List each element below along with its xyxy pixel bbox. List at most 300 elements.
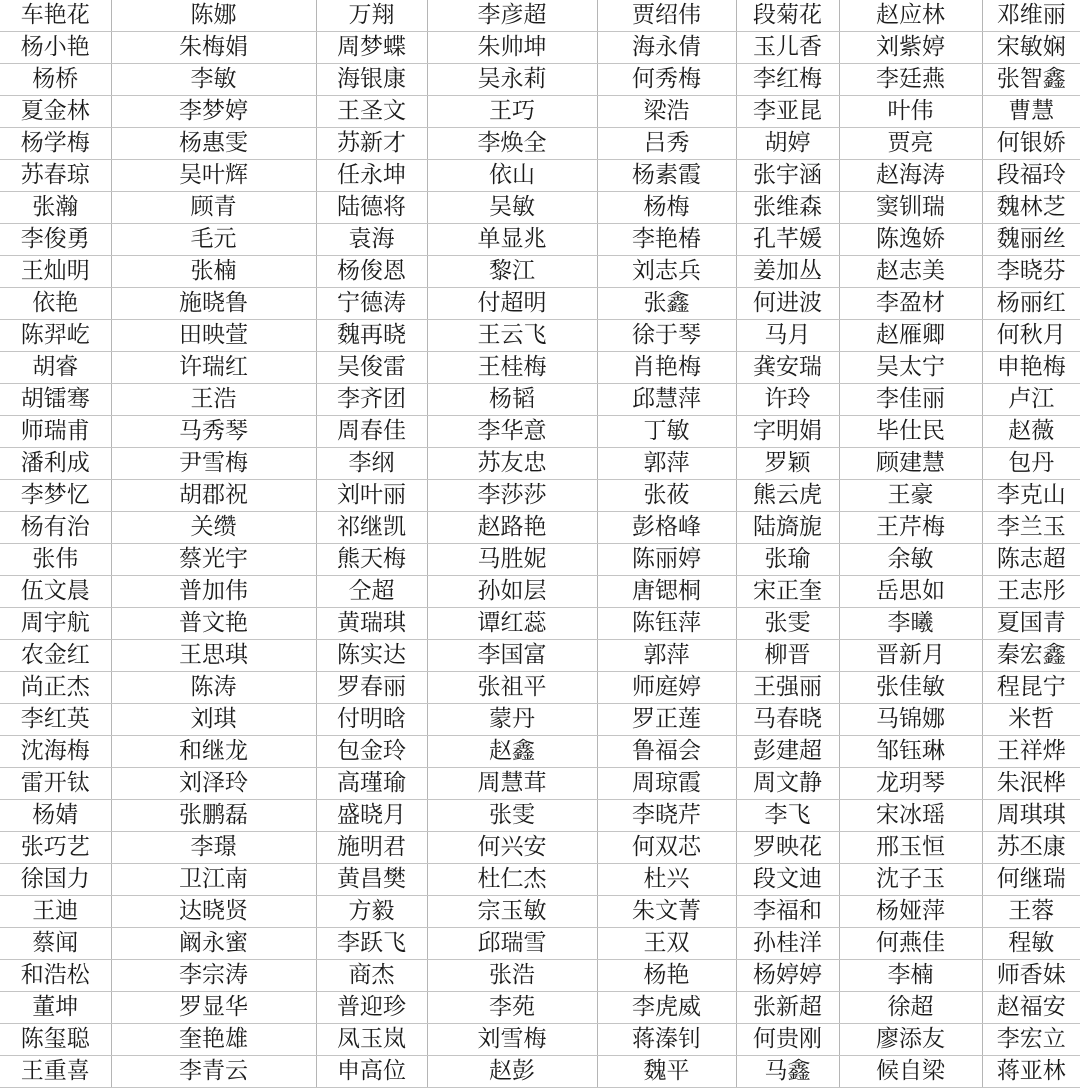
name-cell: 车艳花 [0, 0, 111, 32]
name-cell: 王云飞 [427, 320, 597, 352]
name-cell: 李红梅 [736, 64, 839, 96]
name-cell: 杜兴 [597, 864, 736, 896]
name-cell: 贾亮 [839, 128, 982, 160]
name-cell: 窦钏瑞 [839, 192, 982, 224]
name-cell: 刘志兵 [597, 256, 736, 288]
name-cell: 周琪琪 [982, 800, 1080, 832]
name-cell: 王双 [597, 928, 736, 960]
name-cell: 邹钰琳 [839, 736, 982, 768]
name-cell: 周慧茸 [427, 768, 597, 800]
name-cell: 朱帅坤 [427, 32, 597, 64]
name-cell: 袁海 [316, 224, 427, 256]
name-cell: 施晓鲁 [111, 288, 316, 320]
name-cell: 苏丕康 [982, 832, 1080, 864]
name-cell: 李福和 [736, 896, 839, 928]
name-cell: 吴太宁 [839, 352, 982, 384]
name-cell: 吴敏 [427, 192, 597, 224]
name-cell: 李国富 [427, 640, 597, 672]
name-cell: 蒋溱钊 [597, 1024, 736, 1056]
name-cell: 张楠 [111, 256, 316, 288]
name-cell: 胡婷 [736, 128, 839, 160]
name-cell: 李梦婷 [111, 96, 316, 128]
name-cell: 申艳梅 [982, 352, 1080, 384]
name-cell: 罗映花 [736, 832, 839, 864]
name-cell: 苏春琼 [0, 160, 111, 192]
name-cell: 王巧 [427, 96, 597, 128]
name-cell: 王重喜 [0, 1056, 111, 1088]
name-cell: 魏平 [597, 1056, 736, 1088]
name-cell: 朱泯桦 [982, 768, 1080, 800]
name-cell: 沈子玉 [839, 864, 982, 896]
name-cell: 吴俊雷 [316, 352, 427, 384]
table-row [0, 448, 1080, 480]
name-cell: 龚安瑞 [736, 352, 839, 384]
name-cell: 凤玉岚 [316, 1024, 427, 1056]
name-cell: 王豪 [839, 480, 982, 512]
name-cell: 王志彤 [982, 576, 1080, 608]
name-cell: 张佳敏 [839, 672, 982, 704]
name-cell: 张伟 [0, 544, 111, 576]
name-cell: 和继龙 [111, 736, 316, 768]
name-cell: 李跃飞 [316, 928, 427, 960]
name-cell: 柳晋 [736, 640, 839, 672]
name-cell: 邱慧萍 [597, 384, 736, 416]
table-row [0, 960, 1080, 992]
name-cell: 杨韬 [427, 384, 597, 416]
name-cell: 王浩 [111, 384, 316, 416]
name-cell: 刘紫婷 [839, 32, 982, 64]
name-cell: 吴永莉 [427, 64, 597, 96]
name-cell: 吴叶辉 [111, 160, 316, 192]
name-cell: 盛晓月 [316, 800, 427, 832]
name-cell: 刘叶丽 [316, 480, 427, 512]
name-cell: 苏新才 [316, 128, 427, 160]
name-cell: 刘雪梅 [427, 1024, 597, 1056]
name-cell: 宋冰瑶 [839, 800, 982, 832]
name-cell: 陆旖旎 [736, 512, 839, 544]
name-cell: 奎艳雄 [111, 1024, 316, 1056]
name-cell: 尚正杰 [0, 672, 111, 704]
name-cell: 王强丽 [736, 672, 839, 704]
name-cell: 赵志美 [839, 256, 982, 288]
name-cell: 罗春丽 [316, 672, 427, 704]
name-cell: 夏金林 [0, 96, 111, 128]
name-cell: 何进波 [736, 288, 839, 320]
name-cell: 卫江南 [111, 864, 316, 896]
name-cell: 依山 [427, 160, 597, 192]
name-cell: 马春晓 [736, 704, 839, 736]
name-cell: 张雯 [736, 608, 839, 640]
name-cell: 彭格峰 [597, 512, 736, 544]
table-row [0, 0, 1080, 32]
name-cell: 秦宏鑫 [982, 640, 1080, 672]
name-cell: 赵应林 [839, 0, 982, 32]
table-row [0, 256, 1080, 288]
name-cell: 依艳 [0, 288, 111, 320]
name-cell: 张瀚 [0, 192, 111, 224]
name-cell: 周文静 [736, 768, 839, 800]
table-row [0, 160, 1080, 192]
name-cell: 字明娟 [736, 416, 839, 448]
name-cell: 仝超 [316, 576, 427, 608]
name-cell: 夏国青 [982, 608, 1080, 640]
name-cell: 李兰玉 [982, 512, 1080, 544]
name-cell: 徐超 [839, 992, 982, 1024]
name-cell: 单显兆 [427, 224, 597, 256]
name-cell: 顾建慧 [839, 448, 982, 480]
name-cell: 包金玲 [316, 736, 427, 768]
name-cell: 何燕佳 [839, 928, 982, 960]
name-cell: 张维森 [736, 192, 839, 224]
name-cell: 海永倩 [597, 32, 736, 64]
name-cell: 张鹏磊 [111, 800, 316, 832]
name-cell: 杨学梅 [0, 128, 111, 160]
name-cell: 师庭婷 [597, 672, 736, 704]
table-row [0, 416, 1080, 448]
name-cell: 张鑫 [597, 288, 736, 320]
name-cell: 李敏 [111, 64, 316, 96]
name-cell: 苏友忠 [427, 448, 597, 480]
name-cell: 罗显华 [111, 992, 316, 1024]
name-cell: 师瑞甫 [0, 416, 111, 448]
name-cell: 张新超 [736, 992, 839, 1024]
name-cell: 李俊勇 [0, 224, 111, 256]
name-cell: 李宗涛 [111, 960, 316, 992]
name-cell: 米哲 [982, 704, 1080, 736]
name-cell: 胡郡祝 [111, 480, 316, 512]
name-cell: 施明君 [316, 832, 427, 864]
name-cell: 何双芯 [597, 832, 736, 864]
name-cell: 方毅 [316, 896, 427, 928]
name-cell: 朱文菁 [597, 896, 736, 928]
name-cell: 唐锶桐 [597, 576, 736, 608]
name-cell: 何继瑞 [982, 864, 1080, 896]
name-cell: 岳思如 [839, 576, 982, 608]
name-cell: 周宇航 [0, 608, 111, 640]
name-cell: 付明晗 [316, 704, 427, 736]
name-cell: 胡睿 [0, 352, 111, 384]
name-cell: 杨小艳 [0, 32, 111, 64]
name-cell: 鲁福会 [597, 736, 736, 768]
name-cell: 沈海梅 [0, 736, 111, 768]
name-cell: 晋新月 [839, 640, 982, 672]
name-cell: 李纲 [316, 448, 427, 480]
name-cell: 龙玥琴 [839, 768, 982, 800]
name-cell: 张巧艺 [0, 832, 111, 864]
table-row [0, 832, 1080, 864]
table-row [0, 512, 1080, 544]
table-row [0, 576, 1080, 608]
table-row [0, 736, 1080, 768]
name-cell: 王圣文 [316, 96, 427, 128]
name-cell: 徐国力 [0, 864, 111, 896]
name-cell: 梁浩 [597, 96, 736, 128]
name-cell: 付超明 [427, 288, 597, 320]
name-cell: 李青云 [111, 1056, 316, 1088]
table-row [0, 384, 1080, 416]
table-row [0, 544, 1080, 576]
name-cell: 邱瑞雪 [427, 928, 597, 960]
name-cell: 罗正莲 [597, 704, 736, 736]
name-cell: 王迪 [0, 896, 111, 928]
name-cell: 杨桥 [0, 64, 111, 96]
name-cell: 赵海涛 [839, 160, 982, 192]
table-row [0, 352, 1080, 384]
name-cell: 李廷燕 [839, 64, 982, 96]
name-cell: 贾绍伟 [597, 0, 736, 32]
name-cell: 李晓芬 [982, 256, 1080, 288]
name-cell: 张祖平 [427, 672, 597, 704]
name-cell: 杨婷婷 [736, 960, 839, 992]
name-cell: 廖添友 [839, 1024, 982, 1056]
name-cell: 李齐团 [316, 384, 427, 416]
name-cell: 陈羿屹 [0, 320, 111, 352]
name-cell: 何贵刚 [736, 1024, 839, 1056]
name-cell: 何秀梅 [597, 64, 736, 96]
name-cell: 肖艳梅 [597, 352, 736, 384]
name-cell: 普迎珍 [316, 992, 427, 1024]
name-cell: 吕秀 [597, 128, 736, 160]
name-cell: 马锦娜 [839, 704, 982, 736]
name-cell: 曹慧 [982, 96, 1080, 128]
name-cell: 普文艳 [111, 608, 316, 640]
name-cell: 杨艳 [597, 960, 736, 992]
name-cell: 阚永蜜 [111, 928, 316, 960]
name-cell: 李艳椿 [597, 224, 736, 256]
name-cell: 赵鑫 [427, 736, 597, 768]
name-cell: 何秋月 [982, 320, 1080, 352]
table-row [0, 928, 1080, 960]
table-row [0, 896, 1080, 928]
table-row [0, 128, 1080, 160]
table-row [0, 672, 1080, 704]
table-row [0, 192, 1080, 224]
name-cell: 李彦超 [427, 0, 597, 32]
name-cell: 陈丽婷 [597, 544, 736, 576]
table-row [0, 32, 1080, 64]
name-cell: 余敏 [839, 544, 982, 576]
name-cell: 宋敏娴 [982, 32, 1080, 64]
name-cell: 杨梅 [597, 192, 736, 224]
name-cell: 熊天梅 [316, 544, 427, 576]
name-cell: 杨素霞 [597, 160, 736, 192]
name-cell: 李红英 [0, 704, 111, 736]
table-row [0, 320, 1080, 352]
name-cell: 刘泽玲 [111, 768, 316, 800]
name-cell: 许玲 [736, 384, 839, 416]
name-cell: 孙桂洋 [736, 928, 839, 960]
name-cell: 陈玺聪 [0, 1024, 111, 1056]
name-cell: 李虎威 [597, 992, 736, 1024]
name-cell: 姜加丛 [736, 256, 839, 288]
name-cell: 尹雪梅 [111, 448, 316, 480]
name-cell: 马月 [736, 320, 839, 352]
name-cell: 潘利成 [0, 448, 111, 480]
name-cell: 程昆宁 [982, 672, 1080, 704]
name-cell: 高瑾瑜 [316, 768, 427, 800]
name-cell: 陈钰萍 [597, 608, 736, 640]
name-cell: 李亚昆 [736, 96, 839, 128]
name-cell: 段文迪 [736, 864, 839, 896]
name-cell: 李飞 [736, 800, 839, 832]
name-cell: 邢玉恒 [839, 832, 982, 864]
name-cell: 李苑 [427, 992, 597, 1024]
name-cell: 陈逸娇 [839, 224, 982, 256]
name-cell: 张雯 [427, 800, 597, 832]
name-cell: 赵雁卿 [839, 320, 982, 352]
name-cell: 陈实达 [316, 640, 427, 672]
name-cell: 申高位 [316, 1056, 427, 1088]
name-cell: 王灿明 [0, 256, 111, 288]
name-cell: 许瑞红 [111, 352, 316, 384]
name-cell: 王祥烨 [982, 736, 1080, 768]
name-cell: 蔡闻 [0, 928, 111, 960]
name-cell: 田映萱 [111, 320, 316, 352]
name-cell: 彭建超 [736, 736, 839, 768]
name-cell: 何银娇 [982, 128, 1080, 160]
table-row [0, 288, 1080, 320]
name-cell: 任永坤 [316, 160, 427, 192]
name-cell: 海银康 [316, 64, 427, 96]
name-cell: 孔芊媛 [736, 224, 839, 256]
name-cell: 刘琪 [111, 704, 316, 736]
name-cell: 祁继凯 [316, 512, 427, 544]
name-cell: 蒋亚林 [982, 1056, 1080, 1088]
name-cell: 农金红 [0, 640, 111, 672]
name-cell: 达晓贤 [111, 896, 316, 928]
name-cell: 陈志超 [982, 544, 1080, 576]
name-cell: 熊云虎 [736, 480, 839, 512]
name-cell: 叶伟 [839, 96, 982, 128]
name-cell: 郭萍 [597, 640, 736, 672]
table-row [0, 640, 1080, 672]
name-cell: 郭萍 [597, 448, 736, 480]
name-cell: 丁敏 [597, 416, 736, 448]
name-cell: 张瑜 [736, 544, 839, 576]
name-cell: 赵路艳 [427, 512, 597, 544]
table-row [0, 480, 1080, 512]
name-cell: 杨婧 [0, 800, 111, 832]
name-cell: 陈涛 [111, 672, 316, 704]
name-cell: 伍文晨 [0, 576, 111, 608]
name-cell: 马鑫 [736, 1056, 839, 1088]
name-cell: 陆德将 [316, 192, 427, 224]
name-cell: 李曦 [839, 608, 982, 640]
table-row [0, 704, 1080, 736]
name-cell: 赵彭 [427, 1056, 597, 1088]
name-cell: 陈娜 [111, 0, 316, 32]
name-cell: 顾青 [111, 192, 316, 224]
name-cell: 邓维丽 [982, 0, 1080, 32]
name-cell: 李宏立 [982, 1024, 1080, 1056]
name-cell: 李克山 [982, 480, 1080, 512]
name-cell: 王蓉 [982, 896, 1080, 928]
name-cell: 关缵 [111, 512, 316, 544]
name-cell: 杨俊恩 [316, 256, 427, 288]
name-cell: 普加伟 [111, 576, 316, 608]
name-cell: 张智鑫 [982, 64, 1080, 96]
name-cell: 王芹梅 [839, 512, 982, 544]
table-row [0, 1024, 1080, 1056]
name-cell: 胡镭骞 [0, 384, 111, 416]
name-cell: 张宇涵 [736, 160, 839, 192]
name-cell: 王桂梅 [427, 352, 597, 384]
name-cell: 杨娅萍 [839, 896, 982, 928]
name-cell: 师香妹 [982, 960, 1080, 992]
name-cell: 宋正奎 [736, 576, 839, 608]
name-cell: 马秀琴 [111, 416, 316, 448]
name-cell: 李梦忆 [0, 480, 111, 512]
name-cell: 段菊花 [736, 0, 839, 32]
name-cell: 杨有治 [0, 512, 111, 544]
name-cell: 魏丽丝 [982, 224, 1080, 256]
name-cell: 毕仕民 [839, 416, 982, 448]
name-cell: 杨惠雯 [111, 128, 316, 160]
table-row [0, 96, 1080, 128]
name-cell: 包丹 [982, 448, 1080, 480]
table-row [0, 608, 1080, 640]
name-cell: 朱梅娟 [111, 32, 316, 64]
name-cell: 卢江 [982, 384, 1080, 416]
name-cell: 黎江 [427, 256, 597, 288]
name-cell: 周春佳 [316, 416, 427, 448]
name-cell: 赵薇 [982, 416, 1080, 448]
name-cell: 万翔 [316, 0, 427, 32]
name-cell: 李盈材 [839, 288, 982, 320]
name-cell: 徐于琴 [597, 320, 736, 352]
name-cell: 程敏 [982, 928, 1080, 960]
name-cell: 商杰 [316, 960, 427, 992]
name-cell: 谭红蕊 [427, 608, 597, 640]
name-cell: 魏林芝 [982, 192, 1080, 224]
table-row [0, 224, 1080, 256]
name-cell: 李华意 [427, 416, 597, 448]
name-cell: 杜仁杰 [427, 864, 597, 896]
table-row [0, 64, 1080, 96]
name-cell: 毛元 [111, 224, 316, 256]
name-cell: 蒙丹 [427, 704, 597, 736]
name-cell: 宁德涛 [316, 288, 427, 320]
name-cell: 李佳丽 [839, 384, 982, 416]
name-cell: 候自梁 [839, 1056, 982, 1088]
name-cell: 雷开钛 [0, 768, 111, 800]
table-row [0, 1056, 1080, 1088]
name-cell: 王思琪 [111, 640, 316, 672]
name-cell: 罗颖 [736, 448, 839, 480]
name-cell: 赵福安 [982, 992, 1080, 1024]
name-cell: 段福玲 [982, 160, 1080, 192]
table-row [0, 992, 1080, 1024]
name-cell: 周梦蝶 [316, 32, 427, 64]
name-cell: 和浩松 [0, 960, 111, 992]
name-cell: 魏再晓 [316, 320, 427, 352]
name-cell: 周琼霞 [597, 768, 736, 800]
name-cell: 杨丽红 [982, 288, 1080, 320]
name-cell: 李焕全 [427, 128, 597, 160]
name-cell: 孙如层 [427, 576, 597, 608]
table-row [0, 800, 1080, 832]
name-cell: 李莎莎 [427, 480, 597, 512]
name-cell: 蔡光宇 [111, 544, 316, 576]
table-row [0, 768, 1080, 800]
name-cell: 黄昌樊 [316, 864, 427, 896]
name-cell: 马胜妮 [427, 544, 597, 576]
name-cell: 玉儿香 [736, 32, 839, 64]
name-cell: 宗玉敏 [427, 896, 597, 928]
name-cell: 何兴安 [427, 832, 597, 864]
name-cell: 张浩 [427, 960, 597, 992]
name-cell: 张莜 [597, 480, 736, 512]
